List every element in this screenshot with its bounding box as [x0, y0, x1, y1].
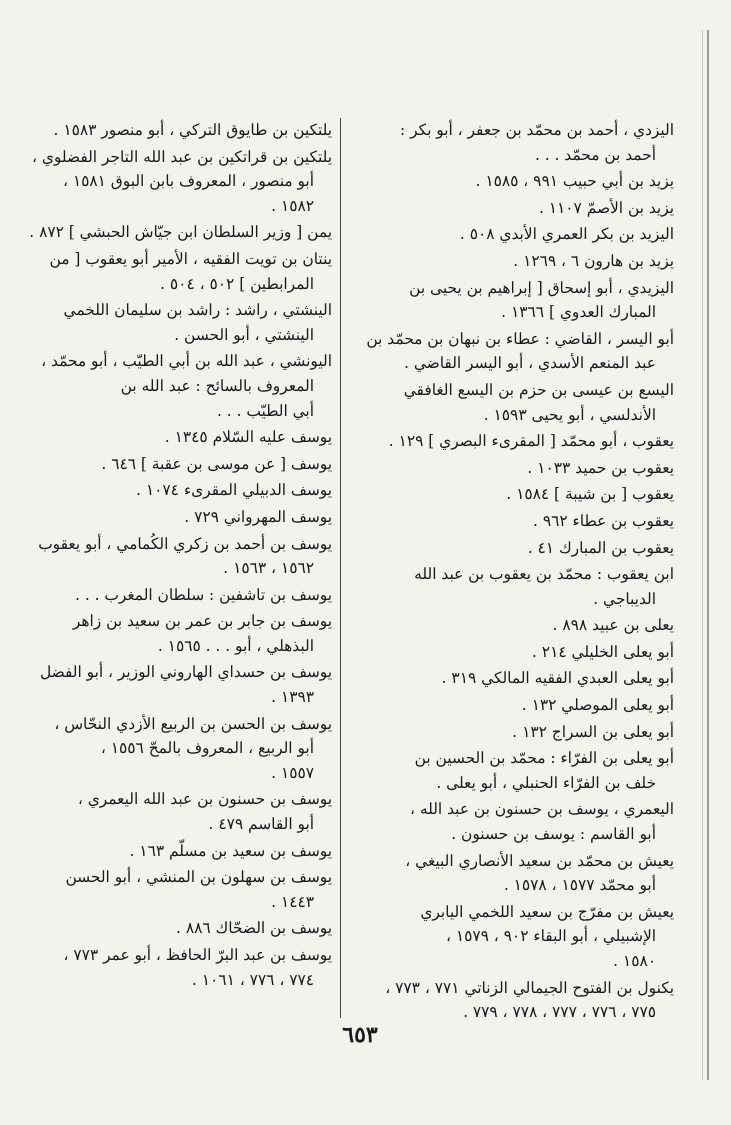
entry-line: يوسف بن الحسن بن الربيع الأزدي النحّاس ، — [54, 714, 332, 733]
entry-line: يزيد بن هارون ٦ ، ١٢٦٩ . — [513, 251, 674, 270]
entry-continuation-line: أبو محمّد ١٥٧٧ ، ١٥٧٨ . — [503, 876, 656, 895]
entry-line: أبو يعلى بن الفرّاء : محمّد بن الحسين بن — [414, 749, 674, 768]
index-entry — [14, 118, 332, 143]
index-entry — [14, 505, 332, 530]
entry-continuation-line: أحمد بن محمّد . . . — [534, 145, 656, 164]
index-entry — [14, 865, 332, 914]
entry-line: اليسع بن عيسى بن حزم بن اليسع الغافقي — [403, 380, 674, 399]
entry-continuation-line: ٧٧٤ ، ٧٧٦ ، ١٠٦١ . — [191, 970, 314, 989]
index-entry — [14, 145, 332, 219]
left-index-column — [14, 118, 332, 994]
entry-continuation-line: البذهلي ، أبو . . . ١٥٦٥ . — [157, 636, 314, 655]
entry-line: يعقوب [ بن شيبة ] ١٥٨٤ . — [506, 485, 674, 504]
index-entry — [362, 196, 674, 221]
entry-continuation-line: الأندلسي ، أبو يحيى ١٥٩٣ . — [483, 405, 656, 424]
entry-continuation-line: المرابطين ] ٥٠٢ ، ٥٠٤ . — [160, 274, 314, 293]
entry-continuation-line: خلف بن الفرّاء الحنبلي ، أبو يعلى . — [436, 773, 656, 792]
index-entry — [14, 660, 332, 709]
entry-continuation-line: أبو القاسم : يوسف بن حسنون . — [451, 825, 656, 844]
entry-line: اليزيد بن بكر العمري الأبدي ٥٠٨ . — [459, 225, 674, 244]
index-entry — [14, 532, 332, 581]
entry-continuation-line: المبارك العدوي ] ١٣٦٦ . — [501, 303, 656, 322]
entry-line: يمن [ وزير السلطان ابن جيّاش الحبشي ] ٨٧٢ . — [29, 223, 332, 242]
entry-continuation-line: المعروف بالسائح : عبد الله بن — [120, 376, 314, 395]
index-entry — [362, 693, 674, 718]
entry-continuation-line: ١٤٤٣ . — [271, 892, 314, 911]
entry-continuation-line: ٧٧٥ ، ٧٧٦ ، ٧٧٧ ، ٧٧٨ ، ٧٧٩ . — [463, 1003, 656, 1022]
index-entry — [362, 562, 674, 611]
index-entry — [362, 536, 674, 561]
index-entry — [14, 583, 332, 608]
entry-line: يوسف بن حسنون بن عبد الله اليعمري ، — [77, 790, 332, 809]
column-divider — [340, 118, 341, 1018]
entry-line: يوسف الدبيلي المقرىء ١٠٧٤ . — [136, 481, 332, 500]
entry-continuation-line: أبي الطيّب . . . — [217, 401, 314, 420]
index-entry — [362, 666, 674, 691]
index-entry — [362, 169, 674, 194]
entry-continuation-line: ١٥٨٢ . — [271, 196, 314, 215]
entry-line: يوسف بن حسداي الهاروني الوزير ، أبو الفضل — [39, 663, 332, 682]
entry-line: يوسف بن جابر بن عمر بن سعيد بن زاهر — [72, 612, 332, 631]
entry-line: ابن يعقوب : محمّد بن يعقوب بن عبد الله — [414, 565, 674, 584]
index-entry — [14, 787, 332, 836]
index-entry — [362, 849, 674, 898]
index-entry — [14, 220, 332, 245]
entry-continuation-line: ١٥٥٧ . — [271, 763, 314, 782]
index-entry — [14, 425, 332, 450]
entry-line: ينتان بن تويت الفقيه ، الأمير أبو يعقوب [ من — [49, 249, 332, 268]
index-entry — [362, 509, 674, 534]
index-entry — [362, 429, 674, 454]
entry-continuation-line: أبو القاسم ٤٧٩ . — [208, 815, 314, 834]
page-number: ٦٥٣ — [342, 1022, 378, 1048]
index-entry — [14, 712, 332, 786]
index-entry — [14, 916, 332, 941]
index-entry — [14, 478, 332, 503]
entry-line: الينشتي ، راشد : راشد بن سليمان اللخمي — [63, 301, 332, 320]
entry-line: يعيش بن مفرّج بن سعيد اللخمي اليابري — [420, 902, 674, 921]
entry-line: يكنول بن الفتوح الجيمالي الزناتي ٧٧١ ، ٧٧٣ ، — [385, 978, 674, 997]
entry-continuation-line: ١٣٩٣ . — [271, 688, 314, 707]
entry-line: اليعمري ، يوسف بن حسنون بن عبد الله ، — [410, 800, 674, 819]
index-entry — [14, 298, 332, 347]
index-entry — [362, 118, 674, 167]
entry-line: يوسف بن الضحّاك ٨٨٦ . — [176, 919, 332, 938]
index-entry — [362, 797, 674, 846]
entry-line: يوسف المهرواني ٧٢٩ . — [184, 507, 332, 526]
page-edge-line — [707, 30, 709, 1080]
index-entry — [362, 222, 674, 247]
entry-line: يلتكين بن قراتكين بن عبد الله التاجر الفضلوي ، — [32, 147, 332, 166]
entry-line: يعلى بن عبيد ٨٩٨ . — [552, 616, 674, 635]
entry-line: أبو اليسر ، القاضي : عطاء بن نبهان بن محمّد بن — [366, 329, 674, 348]
index-entry — [362, 378, 674, 427]
entry-line: يلتكين بن طايوق التركي ، أبو منصور ١٥٨٣ . — [53, 121, 332, 139]
entry-continuation-line: عبد المنعم الأسدي ، أبو اليسر القاضي . — [404, 354, 656, 373]
index-entry — [362, 640, 674, 665]
entry-line: اليزيدي ، أبو إسحاق [ إبراهيم بن يحيى بن — [409, 278, 674, 297]
entry-line: يعيش بن محمّد بن سعيد الأنصاري البيغي ، — [405, 851, 674, 870]
page-edge-line-secondary — [702, 30, 703, 1080]
entry-line: يعقوب بن عطاء ٩٦٢ . — [533, 511, 674, 530]
entry-continuation-line: ١٥٨٠ . — [613, 952, 656, 970]
entry-line: يزيد بن أبي حبيب ٩٩١ ، ١٥٨٥ . — [475, 172, 674, 191]
entry-line: يوسف عليه السّلام ١٣٤٥ . — [164, 428, 332, 447]
index-entry — [362, 249, 674, 274]
index-entry — [362, 327, 674, 376]
index-entry — [14, 609, 332, 658]
entry-line: أبو يعلى بن السراج ١٣٢ . — [512, 722, 674, 741]
entry-line: يوسف بن سهلون بن المنشي ، أبو الحسن — [65, 868, 332, 887]
entry-continuation-line: أبو الربيع ، المعروف بالمحّ ١٥٥٦ ، — [100, 739, 314, 758]
index-entry — [14, 247, 332, 296]
entry-line: يعقوب بن المبارك ٤١ . — [527, 538, 674, 557]
entry-line: يعقوب ، أبو محمّد [ المقرىء البصري ] ١٢٩ . — [388, 432, 674, 451]
index-entry — [362, 276, 674, 325]
entry-continuation-line: الينشتي ، أبو الحسن . — [174, 325, 314, 344]
entry-line: اليونشي ، عبد الله بن أبي الطيّب ، أبو محمّد ، — [41, 352, 332, 371]
entry-line: يوسف بن عبد البرّ الحافظ ، أبو عمر ٧٧٣ ، — [63, 946, 332, 964]
index-entry — [14, 943, 332, 992]
entry-continuation-line: الإشبيلي ، أبو البقاء ٩٠٢ ، ١٥٧٩ ، — [445, 927, 656, 946]
entry-line: أبو يعلى الموصلي ١٣٢ . — [521, 696, 674, 715]
index-entry — [362, 976, 674, 1025]
entry-line: يوسف بن أحمد بن زكري الكُمامي ، أبو يعقوب — [38, 534, 332, 553]
index-entry — [14, 452, 332, 477]
right-index-column — [362, 118, 674, 1027]
entry-line: يعقوب بن حميد ١٠٣٣ . — [527, 458, 674, 477]
index-entry — [362, 456, 674, 481]
index-entry — [362, 482, 674, 507]
entry-continuation-line: الديباجي . — [593, 589, 656, 608]
index-entry — [14, 349, 332, 423]
index-entry — [14, 839, 332, 864]
index-entry — [362, 720, 674, 745]
entry-continuation-line: ١٥٦٢ ، ١٥٦٣ . — [223, 559, 314, 578]
entry-line: يوسف بن تاشفين : سلطان المغرب . . . — [75, 585, 332, 604]
entry-line: أبو يعلى العبدي الفقيه المالكي ٣١٩ . — [441, 669, 674, 688]
entry-line: اليزدي ، أحمد بن محمّد بن جعفر ، أبو بكر : — [400, 121, 674, 139]
entry-line: أبو يعلى الخليلي ٢١٤ . — [532, 642, 674, 661]
index-entry — [362, 900, 674, 974]
entry-line: يزيد بن الأصمّ ١١٠٧ . — [538, 198, 674, 217]
entry-line: يوسف بن سعيد بن مسلّم ١٦٣ . — [129, 841, 332, 860]
index-entry — [362, 613, 674, 638]
entry-line: يوسف [ عن موسى بن عقبة ] ٦٤٦ . — [101, 454, 332, 473]
index-entry — [362, 746, 674, 795]
entry-continuation-line: أبو منصور ، المعروف بابن البوق ١٥٨١ ، — [62, 172, 314, 191]
